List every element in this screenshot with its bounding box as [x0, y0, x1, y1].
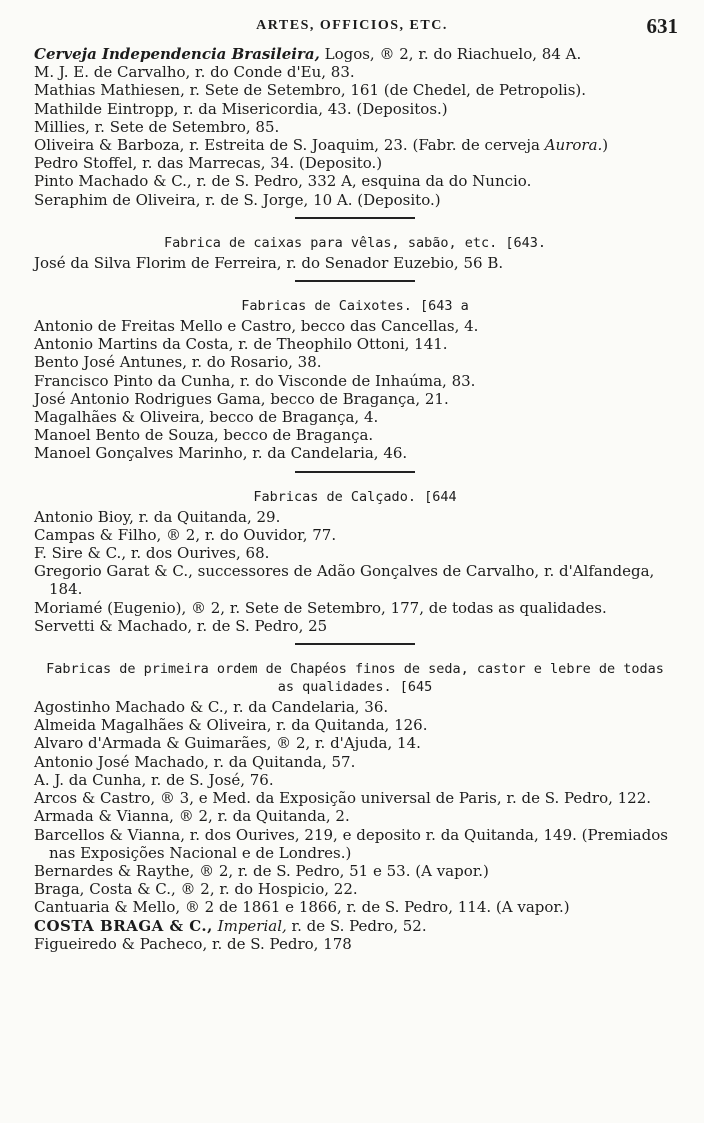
directory-entry [34, 880, 676, 898]
directory-entry [34, 353, 676, 371]
entry-text: José Antonio Rodrigues Gama, becco de Bragança, 21. [34, 389, 449, 408]
entry-text: Armada & Vianna, ® 2, r. da Quitanda, 2. [34, 807, 350, 826]
directory-entry [34, 254, 676, 272]
listing-section [34, 45, 676, 209]
section-divider [295, 280, 415, 282]
entry-text: Francisco Pinto da Cunha, r. do Visconde de Inhaúma, 83. [34, 371, 476, 390]
entry-text: Pedro Stoffel, r. das Marrecas, 34. (Deposito.) [34, 154, 383, 173]
directory-entry [34, 935, 676, 953]
directory-entry [34, 154, 676, 172]
listing-section [34, 280, 676, 463]
directory-entry [34, 191, 676, 209]
directory-entry [34, 544, 676, 562]
section-heading: Fabricas de Caixotes. [643 a [241, 298, 469, 315]
entry-text: Servetti & Machado, r. de S. Pedro, 25 [34, 616, 328, 635]
entry-text: Seraphim de Oliveira, r. de S. Jorge, 10 A. (Deposito.) [34, 190, 441, 209]
directory-entry [34, 617, 676, 635]
entry-text: Cerveja Independencia Brasileira, [34, 45, 320, 63]
section-heading: Fabricas de Calçado. [644 [253, 488, 457, 505]
entry-text: Antonio Martins da Costa, r. de Theophilo Ottoni, 141. [34, 335, 448, 354]
entry-text: Cantuaria & Mello, ® 2 de 1861 e 1866, r. de S. Pedro, 114. (A vapor.) [34, 898, 570, 917]
entry-text: Manoel Gonçalves Marinho, r. da Candelaria, 46. [34, 444, 408, 463]
entry-text: M. J. E. de Carvalho, r. do Conde d'Eu, 83. [34, 63, 355, 82]
directory-entry [34, 698, 676, 716]
directory-entry [34, 45, 676, 63]
entry-text: Magalhães & Oliveira, becco de Bragança, 4. [34, 408, 379, 427]
directory-entry [34, 771, 676, 789]
entry-text: r. de S. Pedro, 52. [286, 916, 427, 935]
entry-text: Figueiredo & Pacheco, r. de S. Pedro, 178 [34, 934, 352, 953]
directory-entry [34, 826, 676, 862]
directory-entry [34, 734, 676, 752]
entry-text: Braga, Costa & C., ® 2, r. do Hospicio, 22. [34, 880, 358, 899]
directory-entry [34, 716, 676, 734]
directory-entry [34, 172, 676, 190]
entry-text: Manoel Bento de Souza, becco de Bragança. [34, 426, 374, 445]
directory-entry [34, 917, 676, 935]
entry-text: Campas & Filho, ® 2, r. do Ouvidor, 77. [34, 525, 337, 544]
entry-text: A. J. da Cunha, r. de S. José, 76. [34, 770, 274, 789]
entry-text: Alvaro d'Armada & Guimarães, ® 2, r. d'Ajuda, 14. [34, 734, 421, 753]
listing-section [34, 471, 676, 635]
entry-text: Antonio de Freitas Mello e Castro, becco das Cancellas, 4. [34, 317, 479, 336]
entry-text: Barcellos & Vianna, r. dos Ourives, 219, e deposito r. da Quitanda, 149. (Premiados nas Exposições Nacional e de Londres.) [34, 825, 668, 862]
directory-entry [34, 599, 676, 617]
section-heading: Fabrica de caixas para vêlas, sabão, etc. [643. [163, 234, 546, 251]
directory-entry [34, 335, 676, 353]
entry-text: Agostinho Machado & C., r. da Candelaria, 36. [34, 698, 389, 717]
entry-text: Moriamé (Eugenio), ® 2, r. Sete de Setembro, 177, de todas as qualidades. [34, 598, 607, 617]
listing-section [34, 643, 676, 953]
entry-text: Arcos & Castro, ® 3, e Med. da Exposição universal de Paris, r. de S. Pedro, 122. [34, 789, 652, 808]
directory-entry [34, 408, 676, 426]
entry-text: Mathilde Eintropp, r. da Misericordia, 43. (Depositos.) [34, 99, 448, 118]
section-divider [295, 643, 415, 645]
entry-text: Antonio Bioy, r. da Quitanda, 29. [34, 507, 281, 526]
directory-entry [34, 508, 676, 526]
entry-text: F. Sire & C., r. dos Ourives, 68. [34, 544, 270, 563]
page-number: 631 [646, 14, 678, 38]
section-heading: Fabricas de primeira ordem de Chapéos finos de seda, castor e lebre de todas as qualidades. [645 [46, 661, 664, 696]
directory-entry [34, 372, 676, 390]
entry-text: Oliveira & Barboza, r. Estreita de S. Joaquim, 23. (Fabr. de cerveja [34, 136, 545, 155]
directory-entry [34, 862, 676, 880]
page-header [0, 12, 704, 42]
entry-text: COSTA BRAGA & C., [34, 916, 213, 935]
directory-entry [34, 136, 676, 154]
entry-text: Millies, r. Sete de Setembro, 85. [34, 117, 280, 136]
entry-text: Bernardes & Raythe, ® 2, r. de S. Pedro, 51 e 53. (A vapor.) [34, 861, 489, 880]
entry-text: Mathias Mathiesen, r. Sete de Setembro, 161 (de Chedel, de Petropolis). [34, 81, 587, 100]
entry-text: Aurora. [544, 136, 603, 155]
entry-text: Antonio José Machado, r. da Quitanda, 57. [34, 752, 356, 771]
directory-entry [34, 444, 676, 462]
directory-entry [34, 426, 676, 444]
section-divider [295, 471, 415, 473]
directory-entry [34, 562, 676, 598]
directory-entry [34, 807, 676, 825]
entry-text: Pinto Machado & C., r. de S. Pedro, 332 A, esquina da do Nuncio. [34, 172, 532, 191]
section-divider [295, 217, 415, 219]
entry-text: Almeida Magalhães & Oliveira, r. da Quitanda, 126. [34, 716, 428, 735]
directory-entry [34, 526, 676, 544]
directory-entry [34, 100, 676, 118]
directory-entry [34, 753, 676, 771]
entry-text: Logos, ® 2, r. do Riachuelo, 84 A. [319, 45, 582, 63]
directory-entry [34, 317, 676, 335]
directory-entry [34, 63, 676, 81]
directory-entry [34, 81, 676, 99]
directory-entry [34, 390, 676, 408]
entry-text: Gregorio Garat & C., successores de Adão Gonçalves de Carvalho, r. d'Alfandega, 184. [34, 562, 655, 599]
directory-entry [34, 898, 676, 916]
entry-text: Bento José Antunes, r. do Rosario, 38. [34, 353, 322, 372]
entry-text: Imperial, [217, 916, 287, 935]
running-title: ARTES, OFFICIOS, ETC. [256, 18, 448, 33]
directory-entry [34, 118, 676, 136]
listing-section [34, 217, 676, 272]
entry-text: José da Silva Florim de Ferreira, r. do Senador Euzebio, 56 B. [34, 253, 504, 272]
directory-listing [34, 45, 676, 953]
entry-text: ) [602, 136, 609, 155]
directory-entry [34, 789, 676, 807]
